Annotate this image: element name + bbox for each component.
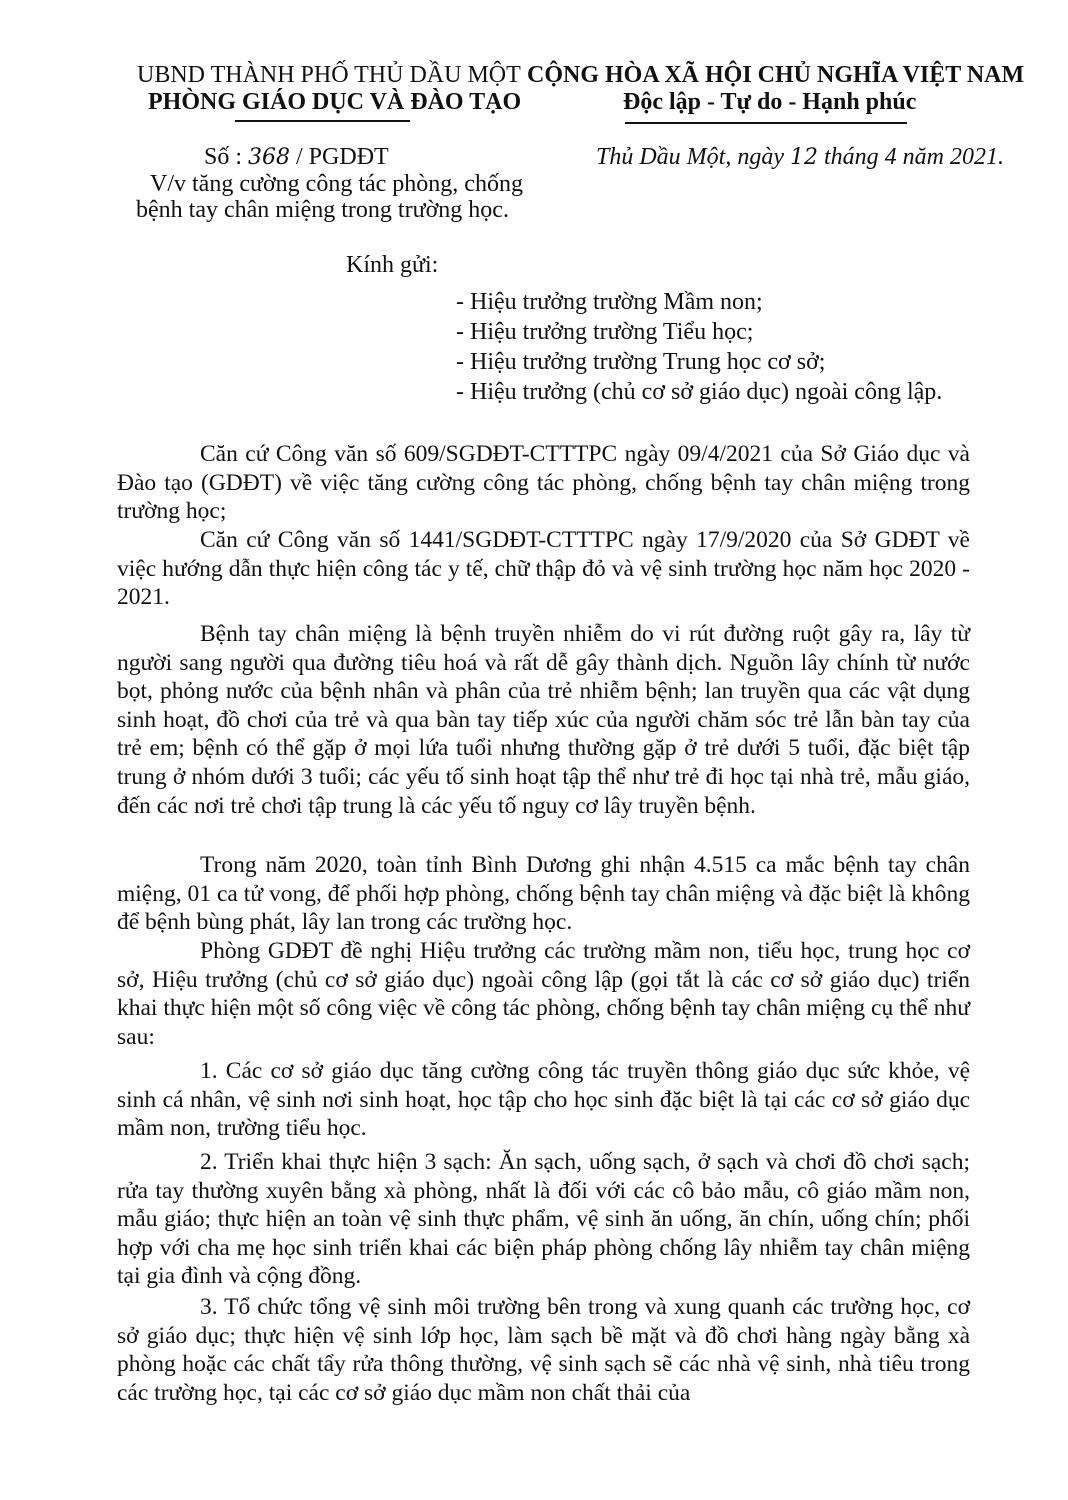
motto-underline (625, 122, 907, 124)
salutation: Kính gửi: (346, 252, 439, 278)
recipient-item: - Hiệu trưởng trường Tiểu học; (456, 319, 754, 345)
department-underline (235, 120, 410, 122)
date-year: năm 2021. (896, 144, 1005, 170)
subject-line-2: bệnh tay chân miệng trong trường học. (136, 197, 509, 223)
body-paragraph: Phòng GDĐT đề nghị Hiệu trưởng các trường mầm non, tiểu học, trung học cơ sở, Hiệu trưởng (chủ cơ sở giáo dục) ngoài công lập (gọi tắt là các cơ sở giáo dục) triển khai thực hiện một số công việc về công tác phòng, chống bệnh tay chân miệng cụ thể như sau: (117, 938, 970, 1050)
body-paragraph: 3. Tổ chức tổng vệ sinh môi trường bên trong và xung quanh các trường học, cơ sở giáo dục; thực hiện vệ sinh lớp học, làm sạch bề mặt và đồ chơi hàng ngày bằng xà phòng hoặc các chất tẩy rửa thông thường, vệ sinh sạch sẽ các nhà vệ sinh, nhà tiêu trong các trường học, tại các cơ sở giáo dục mầm non chất thải của (117, 1294, 970, 1406)
place-date (596, 143, 1004, 172)
recipient-item: - Hiệu trưởng trường Trung học cơ sở; (456, 349, 826, 375)
date-day-handwritten: 12 (790, 145, 818, 170)
body-paragraph: Căn cứ Công văn số 609/SGDĐT-CTTTPC ngày 09/4/2021 của Sở Giáo dục và Đào tạo (GDĐT) về việc tăng cường công tác phòng, chống bệnh tay chân miệng trong trường học; (117, 441, 970, 525)
recipient-item: - Hiệu trưởng (chủ cơ sở giáo dục) ngoài công lập. (456, 379, 943, 405)
doc-number-handwritten: 368 (248, 145, 291, 170)
body-paragraph: Căn cứ Công văn số 1441/SGDĐT-CTTTPC ngày 17/9/2020 của Sở GDĐT về việc hướng dẫn thực hiện công tác y tế, chữ thập đỏ và vệ sinh trường học năm học 2020 - 2021. (117, 527, 970, 611)
body-paragraph: 2. Triển khai thực hiện 3 sạch: Ăn sạch, uống sạch, ở sạch và chơi đồ chơi sạch; rửa tay thường xuyên bằng xà phòng, nhất là đối với các cô bảo mẫu, cô giáo mầm non, mẫu giáo; thực hiện an toàn vệ sinh thực phẩm, vệ sinh ăn uống, ăn chín, uống chín; phối hợp với cha mẹ học sinh triển khai các biện pháp phòng chống lây nhiễm tay chân miệng tại gia đình và cộng đồng. (117, 1149, 970, 1290)
date-month-label: tháng (818, 144, 885, 170)
doc-number-suffix: / PGDĐT (290, 144, 389, 170)
date-prefix: Thủ Dầu Một, ngày (596, 144, 790, 170)
body-paragraph: Trong năm 2020, toàn tỉnh Bình Dương ghi nhận 4.515 ca mắc bệnh tay chân miệng, 01 ca tử vong, để phối hợp phòng, chống bệnh tay chân miệng và đặc biệt là không để bệnh bùng phát, lây lan trong các trường học. (117, 852, 970, 936)
body-paragraph: 1. Các cơ sở giáo dục tăng cường công tác truyền thông giáo dục sức khỏe, vệ sinh cá nhân, vệ sinh nơi sinh hoạt, học tập cho học sinh đặc biệt là tại các cơ sở giáo dục mầm non, trường tiểu học. (117, 1058, 970, 1142)
issuing-authority: UBND THÀNH PHỐ THỦ DẦU MỘT (137, 62, 521, 88)
subject-line-1: V/v tăng cường công tác phòng, chống (150, 171, 523, 197)
date-month: 4 (884, 144, 897, 170)
recipient-item: - Hiệu trưởng trường Mầm non; (456, 289, 763, 315)
document-number (204, 143, 389, 172)
body-paragraph: Bệnh tay chân miệng là bệnh truyền nhiễm do vi rút đường ruột gây ra, lây từ người sang người qua đường tiêu hoá và rất dễ gây thành dịch. Nguồn lây chính từ nước bọt, phỏng nước của bệnh nhân và phân của trẻ nhiễm bệnh; lan truyền qua các vật dụng sinh hoạt, đồ chơi của trẻ và qua bàn tay tiếp xúc của người chăm sóc trẻ lẫn bàn tay của trẻ em; bệnh có thể gặp ở mọi lứa tuổi nhưng thường gặp ở trẻ dưới 5 tuổi, đặc biệt tập trung ở nhóm dưới 3 tuổi; các yếu tố sinh hoạt tập thể như trẻ đi học tại nhà trẻ, mẫu giáo, đến các nơi trẻ chơi tập trung là các yếu tố nguy cơ lây truyền bệnh. (117, 621, 970, 819)
doc-number-prefix: Số : (204, 144, 249, 170)
national-title: CỘNG HÒA XÃ HỘI CHỦ NGHĨA VIỆT NAM (527, 62, 1025, 88)
national-motto: Độc lập - Tự do - Hạnh phúc (623, 89, 917, 115)
issuing-department: PHÒNG GIÁO DỤC VÀ ĐÀO TẠO (148, 89, 522, 115)
